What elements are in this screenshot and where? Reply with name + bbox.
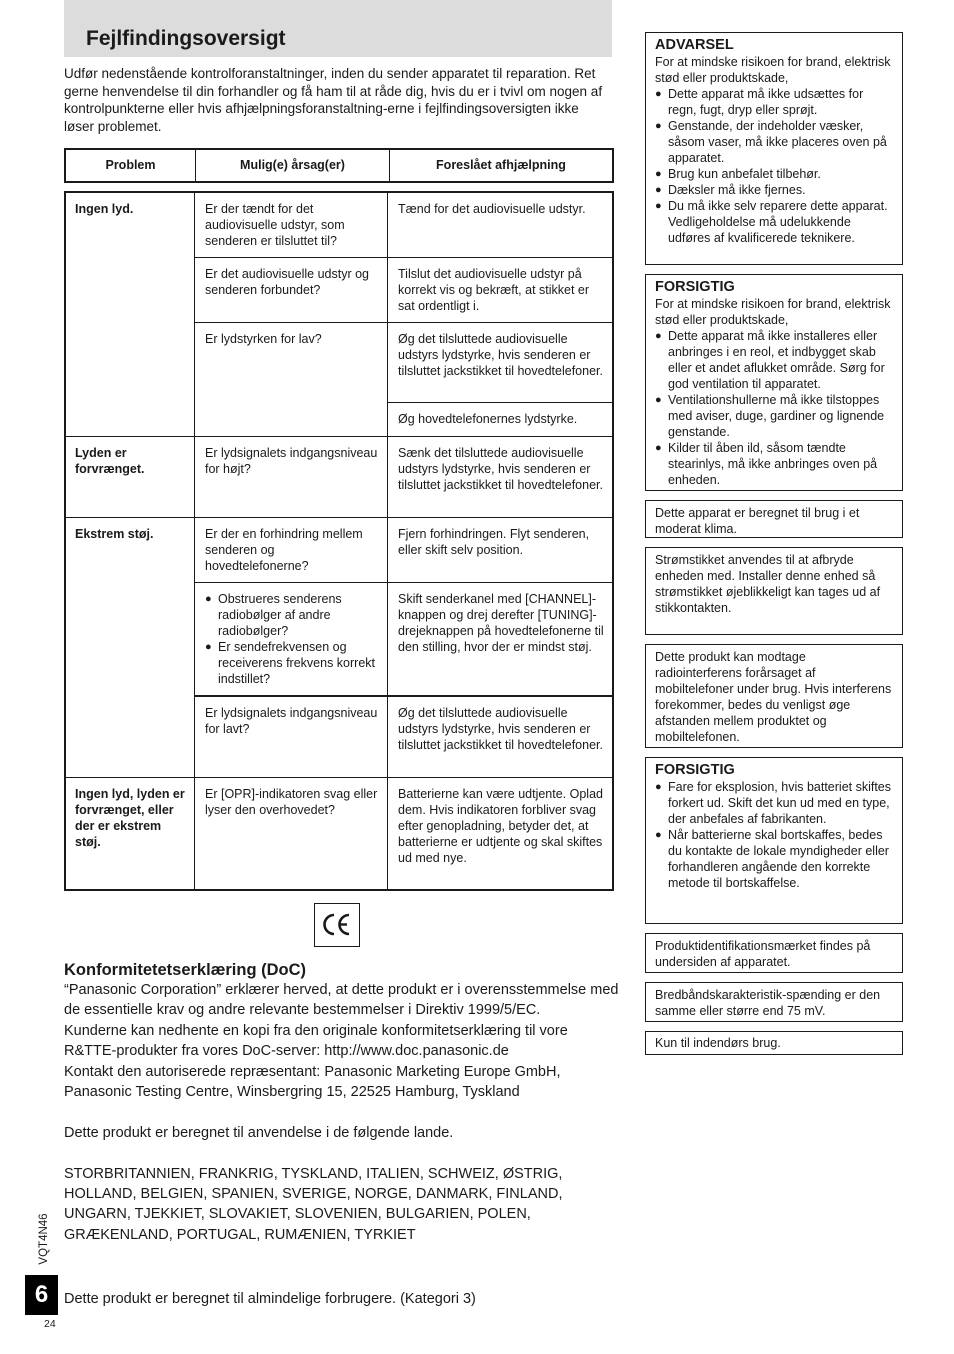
cause-cell (195, 583, 388, 695)
table-row (195, 518, 612, 583)
doc-body (64, 980, 624, 1245)
table-row (195, 323, 612, 436)
cause-cell: Er lydsignalets indgangsniveau for højt? (195, 437, 388, 517)
list-item: ● Dette apparat må ikke udsættes for regn, fugt, dryp eller sprøjt. (655, 86, 894, 118)
intro-text: Udfør nedenstående kontrolforanstaltninger, inden du sender apparatet til reparation. Ret gerne henvendelse til din forhandler og få ham til at råde dig, hvis du er i tvivl om nogen af kontrolpunkterne eller hvis afhjælpningsforanstaltning-erne i fejlfindingsoversigten ikke løser problemet. (64, 66, 603, 134)
table-group (66, 778, 612, 889)
remedy-cell: Øg hovedtelefonernes lydstyrke. (398, 412, 578, 426)
cause-cell: Er der tændt for det audiovisuelle udstyr, som senderen er tilsluttet til? (195, 193, 388, 257)
table-row (195, 778, 612, 889)
cause-cell: Er lydstyrken for lav? (195, 323, 388, 436)
list-item: ● Fare for eksplosion, hvis batteriet skiftes forkert ud. Skift det kun ud med en type, der anbefales af fabrikanten. (655, 779, 894, 827)
doc-paragraph: Dette produkt er beregnet til anvendelse i de følgende lande. (64, 1124, 454, 1141)
header-remedy: Foreslået afhjælpning (436, 158, 566, 172)
table-row (195, 583, 612, 697)
caution-list (655, 779, 894, 891)
page-title: Fejlfindingsoversigt (86, 27, 286, 50)
caution-heading: FORSIGTIG (655, 279, 735, 295)
cause-bullet: ● Er sendefrekvensen og receiverens frekvens korrekt indstillet? (205, 639, 379, 687)
problem-cell: Ingen lyd. (66, 193, 195, 436)
battery-caution-box (645, 757, 903, 924)
country-list: STORBRITANNIEN, FRANKRIG, TYSKLAND, ITALIEN, SCHWEIZ, ØSTRIG, HOLLAND, BELGIEN, SPANIEN, SVERIGE, NORGE, DANMARK, FINLAND, UNGARN, TJEKKIET, SLOVAKIET, SLOVENIEN, BULGARIEN, POLEN, GRÆKENLAND, PORTUGAL, RUMÆNIEN, TYRKIET (64, 1165, 563, 1243)
caution-box (645, 274, 903, 491)
warning-list (655, 86, 894, 246)
remedy-cell: Sænk det tilsluttede audiovisuelle udstyrs lydstyrke, hvis senderen er tilsluttet jackstikket til hovedtelefoner. (398, 446, 603, 492)
remedy-cell: Skift senderkanel med [CHANNEL]-knappen og drej derefter [TUNING]-drejeknappen på hovedtelefonerne til den stilling, hvor der er mindst støj. (398, 592, 604, 654)
warning-box (645, 32, 903, 265)
doc-paragraph: Kunderne kan nedhente en kopi fra den originale konformitetserklæring til vore R&TTE-produkter fra vores DoC-server: http://www.doc.panasonic.de (64, 1022, 568, 1060)
table-row (195, 258, 612, 323)
remedy-cell: Tilslut det audiovisuelle udstyr på korrekt vis og bekræft, at stikket er sat ordentligt i. (398, 267, 590, 313)
doc-heading: Konformitetetserklæring (DoC) (64, 961, 307, 979)
list-item: ● Kilder til åben ild, såsom tændte stearinlys, må ikke anbringes oven på enheden. (655, 440, 894, 488)
header-cause: Mulig(e) årsag(er) (196, 150, 390, 181)
table-row (195, 437, 612, 517)
cause-cell: Er det audiovisuelle udstyr og senderen forbundet? (195, 258, 388, 322)
cause-cell: Er der en forhindring mellem senderen og hovedtelefonerne? (195, 518, 388, 582)
list-item: ● Dette apparat må ikke installeres eller anbringes i en reol, et indbygget skab eller et andet aflukket område. Sørg for god ventilation til apparatet. (655, 328, 894, 392)
interference-notice: Dette produkt kan modtage radiointerferens forårsaget af mobiltelefoner under brug. Hvis interferens forekommer, bedes du venligst øge afstanden mellem produktet og mobiltelefonen. (645, 644, 903, 748)
cause-cell: Er [OPR]-indikatoren svag eller lyser den overhovedet? (195, 778, 388, 889)
table-group (66, 193, 612, 437)
problem-cell: Ekstrem støj. (66, 518, 195, 777)
remedy-cell: Tænd for det audiovisuelle udstyr. (398, 202, 586, 216)
list-item: ● Du må ikke selv reparere dette apparat. Vedligeholdelse må udelukkende udføres af kvalificerede teknikere. (655, 198, 894, 246)
remedy-cell: Øg det tilsluttede audiovisuelle udstyrs lydstyrke, hvis senderen er tilsluttet jackstikket til hovedtelefoner. (398, 706, 603, 752)
list-item: ● Ventilationshullerne må ikke tilstoppes med aviser, duge, gardiner og lignende genstande. (655, 392, 894, 440)
plug-notice: Strømstikket anvendes til at afbryde enheden med. Installer denne enhed så strømstikket øjeblikkeligt kan tages ud af stikkontakten. (645, 547, 903, 635)
document-code (36, 1208, 52, 1270)
product-id-notice: Produktidentifikationsmærket findes på undersiden af apparatet. (645, 933, 903, 973)
doc-paragraph: “Panasonic Corporation” erklærer herved, at dette produkt er i overensstemmelse med de essentielle krav og andre relevante bestemmelser i Direktiv 1999/5/EC. (64, 982, 619, 1019)
table-group (66, 518, 612, 778)
list-item: ● Dæksler må ikke fjernes. (655, 182, 894, 198)
list-item: ● Når batterierne skal bortskaffes, bedes du kontakte de lokale myndigheder eller forhandleren angående den korrekte metode til bortskaffelse. (655, 827, 894, 891)
page-sub-number: 24 (44, 1318, 56, 1330)
caution-text: For at mindske risikoen for brand, elektrisk stød eller produktskade, (655, 297, 891, 327)
troubleshooting-table (64, 191, 614, 891)
header-problem: Problem (66, 150, 196, 181)
broadband-notice: Bredbåndskarakteristik-spænding er den samme eller større end 75 mV. (645, 982, 903, 1022)
list-item: ● Brug kun anbefalet tilbehør. (655, 166, 894, 182)
table-header (64, 148, 614, 183)
page-number: 6 (25, 1275, 58, 1315)
remedy-cell: Batterierne kan være udtjente. Oplad dem. Hvis indikatoren forbliver svag efter genopladning, betyder det, at batterierne er udtjente og skal skiftes ud med nye. (398, 787, 603, 865)
ce-mark-icon (314, 903, 360, 947)
problem-cell: Lyden er forvrænget. (66, 437, 195, 517)
caution-list (655, 328, 894, 488)
table-row (195, 697, 612, 777)
doc-paragraph: Kontakt den autoriserede repræsentant: Panasonic Marketing Europe GmbH, Panasonic Testing Centre, Winsbergring 15, 22525 Hamburg, Tyskland (64, 1063, 561, 1101)
table-row (195, 193, 612, 258)
warning-heading: ADVARSEL (655, 37, 734, 53)
cause-bullet: ● Obstrueres senderens radiobølger af andre radiobølger? (205, 591, 379, 639)
title-bar (64, 0, 612, 57)
cause-cell: Er lydsignalets indgangsniveau for lavt? (195, 697, 388, 777)
document-code-text: VQT4N46 (38, 1213, 50, 1265)
list-item: ● Genstande, der indeholder væsker, såsom vaser, må ikke placeres oven på apparatet. (655, 118, 894, 166)
remedy-cell: Øg det tilsluttede audiovisuelle udstyrs lydstyrke, hvis senderen er tilsluttet jackstikket til hovedtelefoner. (388, 323, 612, 403)
doc-spacer (64, 1143, 624, 1163)
table-group (66, 437, 612, 518)
climate-notice: Dette apparat er beregnet til brug i et moderat klima. (645, 500, 903, 538)
remedy-cell: Fjern forhindringen. Flyt senderen, eller skift selv position. (398, 527, 590, 557)
caution-heading: FORSIGTIG (655, 762, 735, 778)
doc-spacer (64, 1102, 624, 1122)
footer-note: Dette produkt er beregnet til almindelige forbrugere. (Kategori 3) (64, 1291, 476, 1307)
indoor-notice: Kun til indendørs brug. (645, 1031, 903, 1055)
warning-text: For at mindske risikoen for brand, elektrisk stød eller produktskade, (655, 55, 891, 85)
problem-cell: Ingen lyd, lyden er forvrænget, eller der er ekstrem støj. (66, 778, 195, 889)
